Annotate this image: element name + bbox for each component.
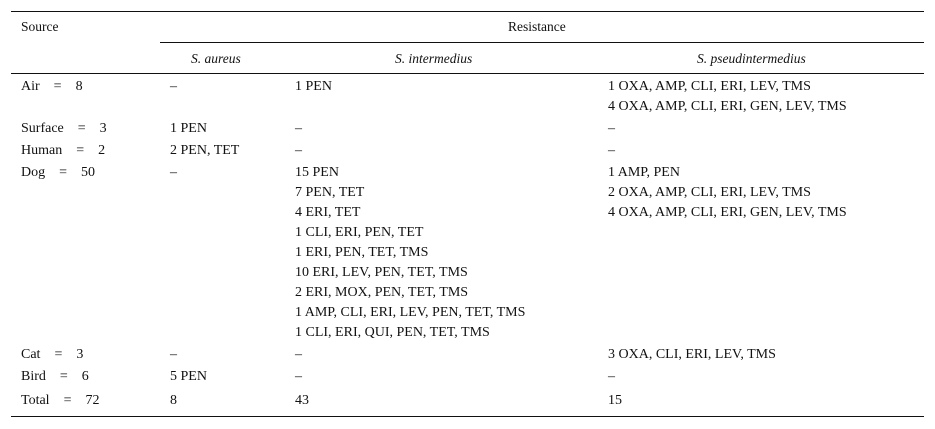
header-rule <box>11 73 924 74</box>
source-count: 3 <box>99 121 107 136</box>
resistance-entry: 43 <box>295 393 309 408</box>
row-source <box>21 141 105 161</box>
header-s-aureus: S. aureus <box>191 51 241 66</box>
source-equals: = <box>59 369 68 384</box>
resistance-entry: 1 AMP, PEN <box>608 165 680 180</box>
resistance-entry: 7 PEN, TET <box>295 185 365 200</box>
cell-aureus <box>170 141 239 161</box>
resistance-entry: 15 <box>608 393 622 408</box>
resistance-entry: 4 OXA, AMP, CLI, ERI, GEN, LEV, TMS <box>608 205 847 220</box>
cell-pseud <box>608 391 622 411</box>
cell-intermedius <box>295 345 302 365</box>
cell-intermedius <box>295 367 302 387</box>
resistance-entry: 1 CLI, ERI, QUI, PEN, TET, TMS <box>295 325 490 340</box>
resistance-entry: 5 PEN <box>170 369 207 384</box>
resistance-entry: 1 OXA, AMP, CLI, ERI, LEV, TMS <box>608 79 811 94</box>
source-equals: = <box>63 393 72 408</box>
resistance-entry: – <box>295 347 302 362</box>
cell-aureus <box>170 345 177 365</box>
resistance-entry: – <box>608 143 615 158</box>
source-name: Air <box>21 79 40 94</box>
header-source: Source <box>21 19 59 34</box>
resistance-rule <box>160 42 924 43</box>
source-name: Bird <box>21 369 46 384</box>
top-rule <box>11 11 924 12</box>
cell-intermedius <box>295 163 525 343</box>
resistance-entry: 2 OXA, AMP, CLI, ERI, LEV, TMS <box>608 185 811 200</box>
resistance-entry: 4 OXA, AMP, CLI, ERI, GEN, LEV, TMS <box>608 99 847 114</box>
resistance-entry: 1 AMP, CLI, ERI, LEV, PEN, TET, TMS <box>295 305 526 320</box>
cell-intermedius <box>295 141 302 161</box>
source-name: Total <box>21 393 50 408</box>
header-resistance: Resistance <box>508 19 566 34</box>
row-source <box>21 345 83 365</box>
header-s-pseudintermedius: S. pseudintermedius <box>697 51 806 66</box>
row-source <box>21 367 89 387</box>
resistance-entry: – <box>295 369 302 384</box>
source-count: 6 <box>81 369 89 384</box>
source-count: 50 <box>81 165 96 180</box>
cell-pseud <box>608 77 847 117</box>
source-name: Dog <box>21 165 46 180</box>
source-count: 8 <box>75 79 83 94</box>
source-equals: = <box>77 121 86 136</box>
source-equals: = <box>59 165 68 180</box>
resistance-entry: 1 PEN <box>295 79 332 94</box>
cell-intermedius <box>295 119 302 139</box>
resistance-entry: – <box>608 121 615 136</box>
resistance-entry: – <box>295 143 302 158</box>
cell-aureus <box>170 391 177 411</box>
source-name: Cat <box>21 347 41 362</box>
source-count: 2 <box>98 143 106 158</box>
source-equals: = <box>76 143 85 158</box>
source-count: 3 <box>76 347 84 362</box>
cell-pseud <box>608 141 615 161</box>
resistance-entry: – <box>170 165 177 180</box>
resistance-entry: – <box>170 79 177 94</box>
cell-aureus <box>170 119 207 139</box>
cell-aureus <box>170 77 177 97</box>
source-equals: = <box>53 79 62 94</box>
header-s-intermedius: S. intermedius <box>395 51 473 66</box>
resistance-entry: 3 OXA, CLI, ERI, LEV, TMS <box>608 347 776 362</box>
cell-aureus <box>170 367 207 387</box>
source-equals: = <box>54 347 63 362</box>
row-source <box>21 163 95 183</box>
resistance-entry: 1 ERI, PEN, TET, TMS <box>295 245 429 260</box>
resistance-entry: 2 PEN, TET <box>170 143 240 158</box>
row-source <box>21 391 99 411</box>
source-name: Surface <box>21 121 64 136</box>
bottom-rule <box>11 416 924 417</box>
resistance-entry: – <box>170 347 177 362</box>
cell-pseud <box>608 367 615 387</box>
row-source <box>21 77 83 97</box>
cell-pseud <box>608 345 776 365</box>
cell-intermedius <box>295 391 309 411</box>
resistance-entry: – <box>608 369 615 384</box>
resistance-entry: 1 PEN <box>170 121 207 136</box>
resistance-table <box>11 11 924 417</box>
resistance-entry: 8 <box>170 393 177 408</box>
cell-pseud <box>608 163 847 223</box>
row-source <box>21 119 107 139</box>
resistance-entry: 2 ERI, MOX, PEN, TET, TMS <box>295 285 469 300</box>
resistance-entry: – <box>295 121 302 136</box>
cell-intermedius <box>295 77 332 97</box>
source-name: Human <box>21 143 63 158</box>
cell-pseud <box>608 119 615 139</box>
source-count: 72 <box>85 393 100 408</box>
resistance-entry: 1 CLI, ERI, PEN, TET <box>295 225 424 240</box>
cell-aureus <box>170 163 177 183</box>
resistance-entry: 10 ERI, LEV, PEN, TET, TMS <box>295 265 468 280</box>
resistance-entry: 4 ERI, TET <box>295 205 361 220</box>
resistance-entry: 15 PEN <box>295 165 339 180</box>
